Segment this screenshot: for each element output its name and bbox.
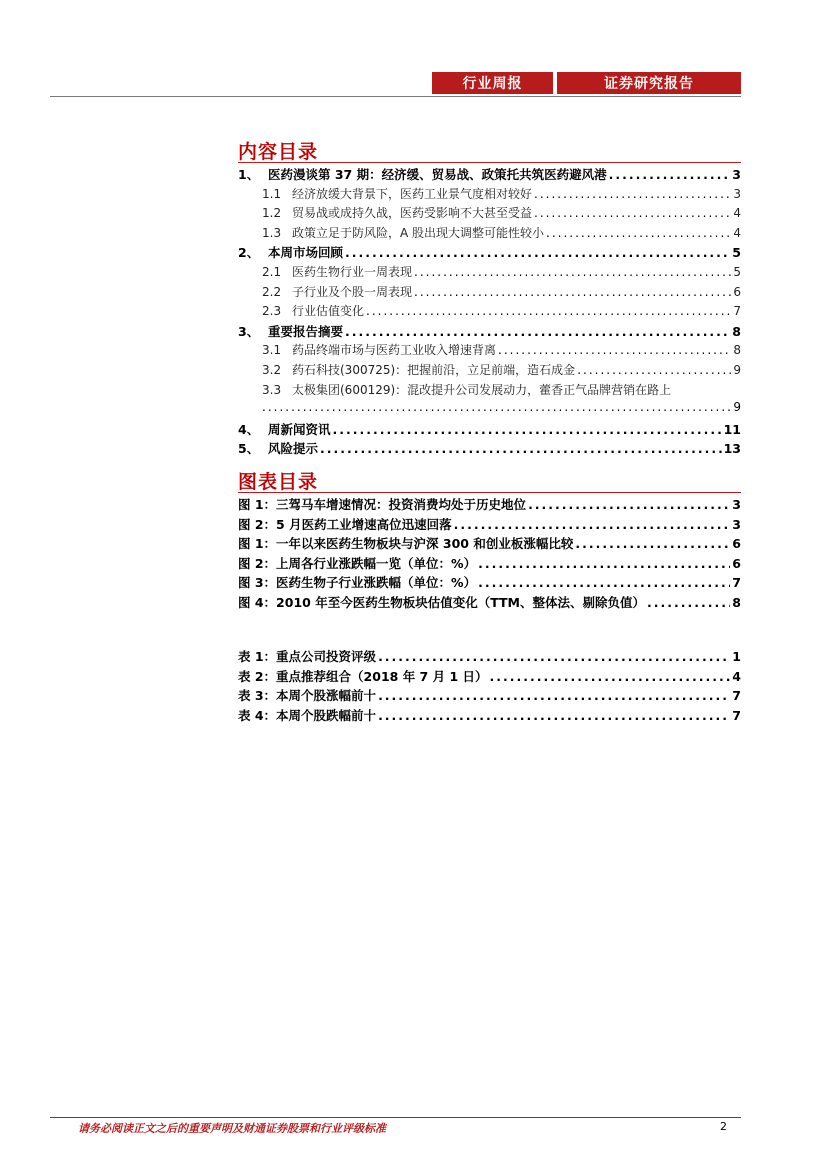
- table-entry[interactable]: 表 1：重点公司投资评级 ..... 1: [238, 647, 741, 667]
- table-entry[interactable]: 表 4：本周个股跌幅前十 ..... 7: [238, 706, 741, 726]
- toc-entry[interactable]: 3.2 药石科技(300725)：把握前沿，立足前端，造石成金 ..... 9: [238, 361, 741, 381]
- toc-entry[interactable]: 2、 本周市场回顾 ..... 5: [238, 243, 741, 263]
- figures-title-rule: [238, 492, 741, 493]
- toc-entry[interactable]: 2.2 子行业及个股一周表现 ..... 6: [238, 283, 741, 303]
- toc-entry[interactable]: 1、 医药漫谈第 37 期：经济缓、贸易战、政策托共筑医药避风港 ..... 3: [238, 165, 741, 185]
- toc-entry[interactable]: 2.1 医药生物行业一周表现 ..... 5: [238, 263, 741, 283]
- figure-entry[interactable]: 图 3：医药生物子行业涨跌幅（单位：%） ..... 7: [238, 573, 741, 593]
- toc-entry[interactable]: 3、 重要报告摘要 ..... 8: [238, 322, 741, 342]
- page-number: 2: [720, 1120, 727, 1133]
- figure-entry[interactable]: 图 2：上周各行业涨跌幅一览（单位：%） ..... 6: [238, 554, 741, 574]
- figures-list: [238, 495, 741, 613]
- report-category-tab: 证券研究报告: [557, 72, 741, 94]
- figure-entry[interactable]: 图 1：三驾马车增速情况：投资消费均处于历史地位 ..... 3: [238, 495, 741, 515]
- table-entry[interactable]: 表 2：重点推荐组合（2018 年 7 月 1 日） ..... 4: [238, 667, 741, 687]
- footer-divider: [50, 1117, 741, 1118]
- footer-disclaimer: 请务必阅读正文之后的重要声明及财通证券股票和行业评级标准: [78, 1122, 386, 1135]
- figure-entry[interactable]: 图 2：5 月医药工业增速高位迅速回落 ..... 3: [238, 515, 741, 535]
- contents-title-rule: [238, 162, 741, 163]
- toc-entry[interactable]: 3.1 药品终端市场与医药工业收入增速背离 ..... 8: [238, 341, 741, 361]
- toc-entry[interactable]: 3.3 太极集团(600129)：混改提升公司发展动力，藿香正气品牌营销在路上: [262, 382, 672, 397]
- toc-entry[interactable]: 1.2 贸易战或成持久战，医药受影响不大甚至受益 ..... 4: [238, 204, 741, 224]
- toc-entry[interactable]: 2.3 行业估值变化 ..... 7: [238, 302, 741, 322]
- tables-list: [238, 647, 741, 725]
- contents-title: 内容目录: [238, 141, 319, 163]
- contents-list: [238, 165, 741, 459]
- header-divider: [50, 96, 741, 97]
- toc-entry[interactable]: 1.3 政策立足于防风险，A 股出现大调整可能性较小 ..... 4: [238, 224, 741, 244]
- figure-entry[interactable]: 图 4：2010 年至今医药生物板块估值变化（TTM、整体法、剔除负值） ..... 8: [238, 593, 741, 613]
- table-entry[interactable]: 表 3：本周个股涨幅前十 ..... 7: [238, 686, 741, 706]
- figures-title: 图表目录: [238, 471, 319, 493]
- figure-entry[interactable]: 图 1：一年以来医药生物板块与沪深 300 和创业板涨幅比较 ..... 6: [238, 534, 741, 554]
- toc-entry-continuation[interactable]: ..... 9: [238, 400, 741, 420]
- toc-entry[interactable]: 1.1 经济放缓大背景下，医药工业景气度相对较好 ..... 3: [238, 185, 741, 205]
- toc-entry[interactable]: 4、 周新闻资讯 ..... 11: [238, 420, 741, 440]
- report-type-tab: 行业周报: [432, 72, 553, 94]
- toc-entry[interactable]: 5、 风险提示 ..... 13: [238, 439, 741, 459]
- report-header-tabs: [432, 72, 741, 94]
